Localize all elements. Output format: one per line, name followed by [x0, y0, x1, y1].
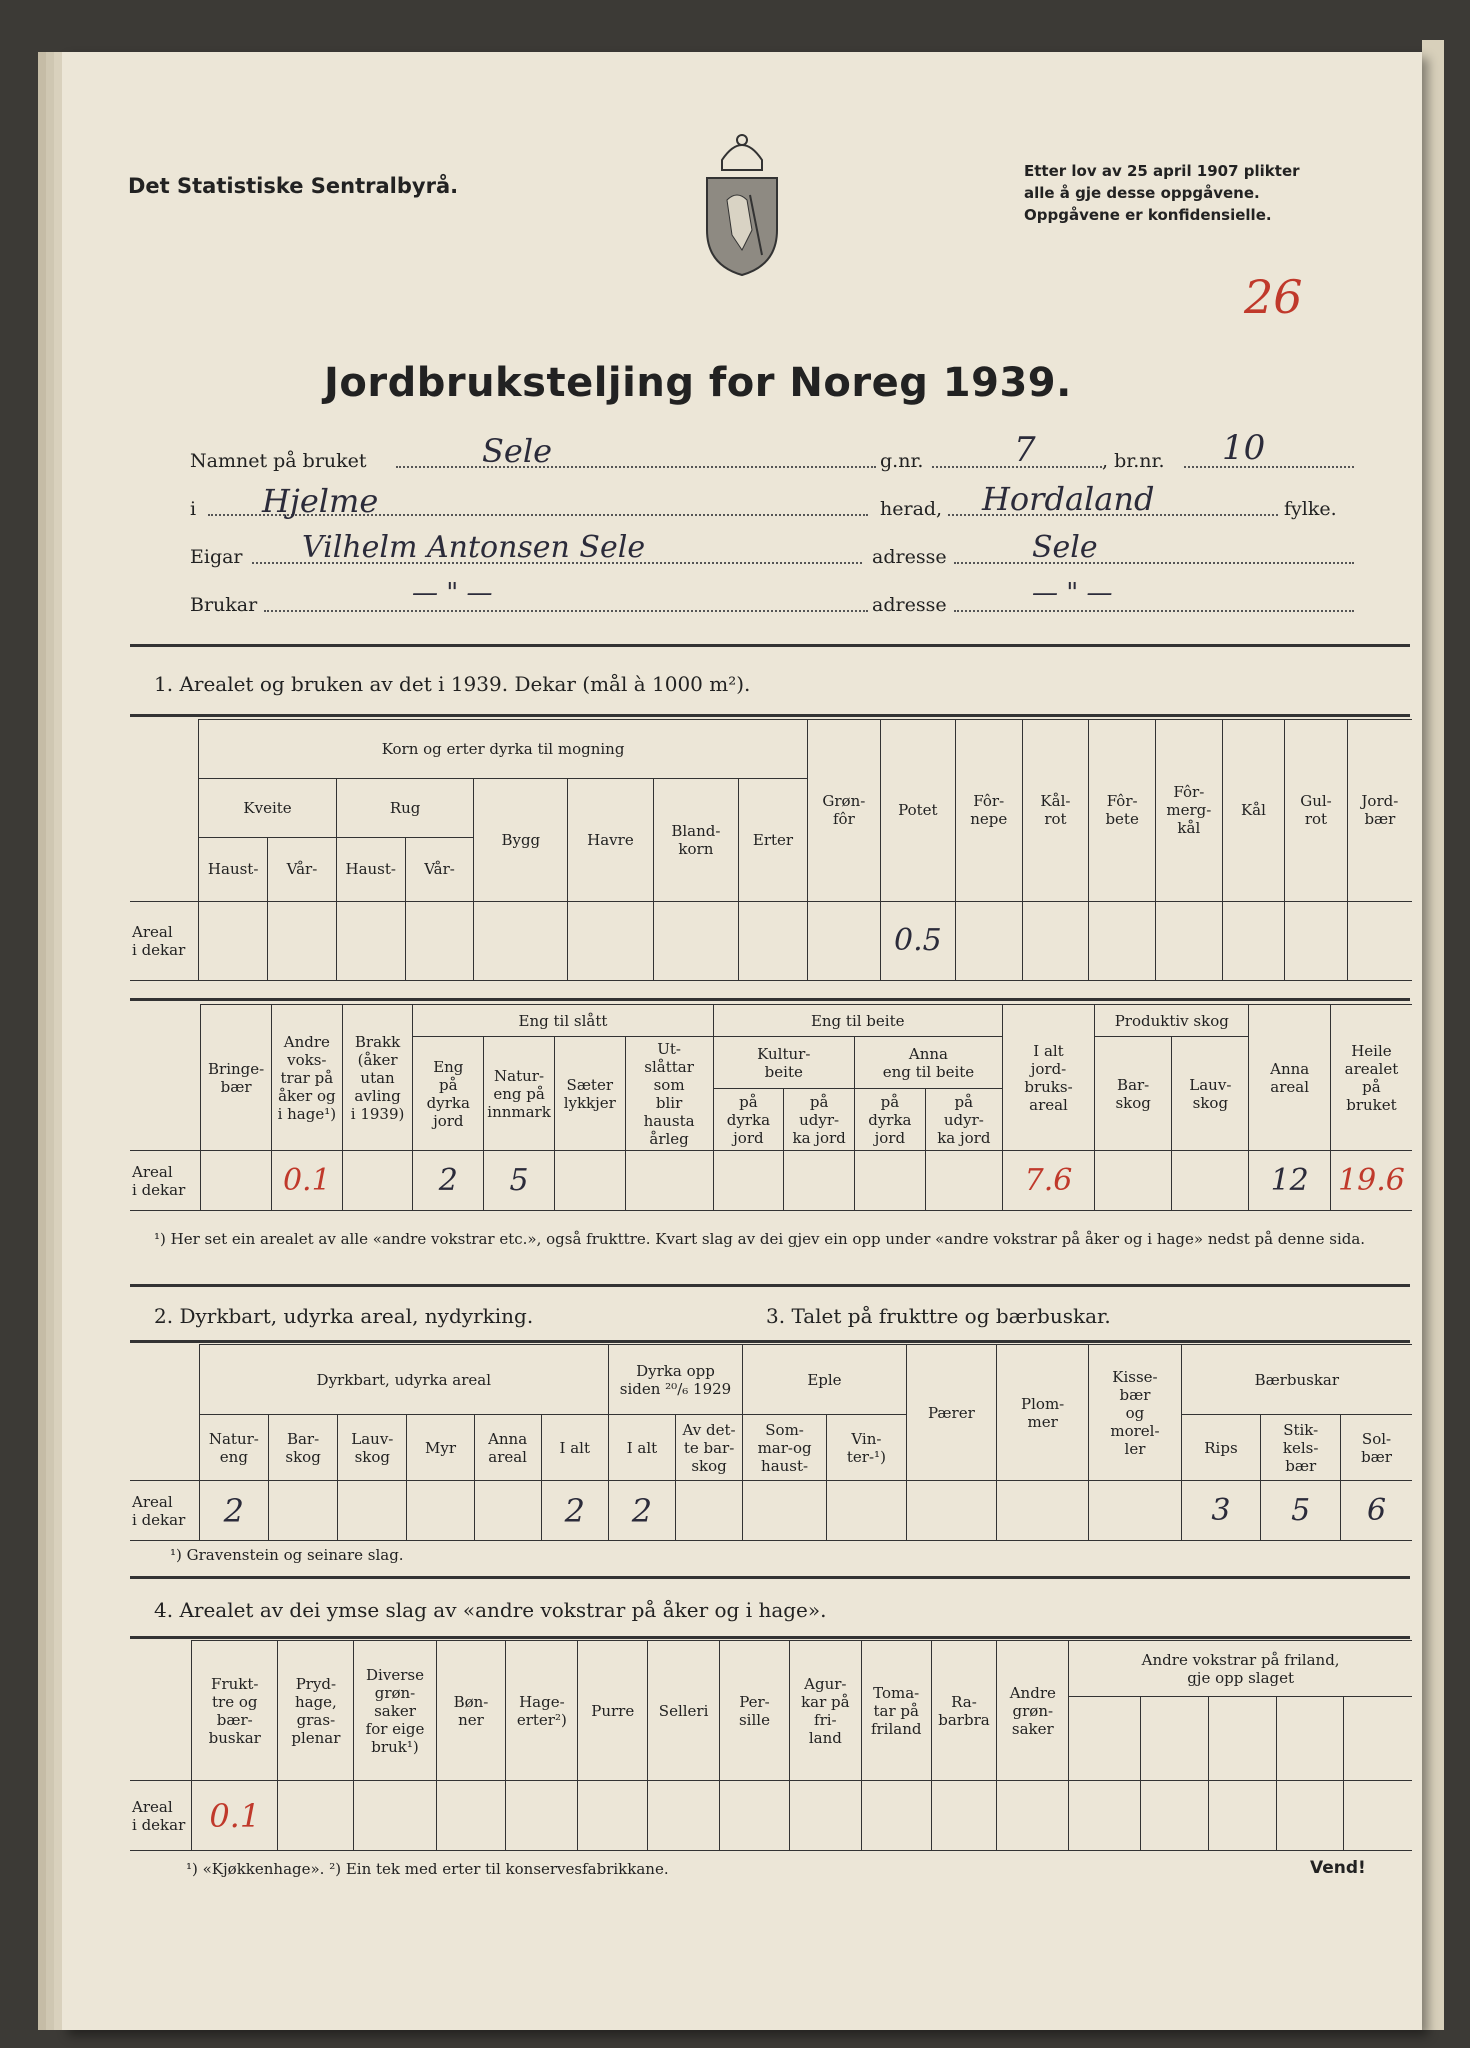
col-eng-dyrka: Eng på dyrka jord	[413, 1037, 484, 1151]
col-gulrot: Gul- rot	[1285, 720, 1348, 902]
col-blandkorn: Bland- korn	[653, 778, 738, 901]
gnr-label: g.nr.	[880, 450, 924, 472]
col-kalrot: Kål- rot	[1022, 720, 1089, 902]
publisher: Det Statistiske Sentralbyrå.	[128, 174, 459, 198]
eng-slatt-header: Eng til slått	[413, 1005, 713, 1037]
col-barskog: Bar- skog	[1095, 1037, 1172, 1151]
rug-header: Rug	[336, 778, 474, 837]
brnr-label: , br.nr.	[1102, 450, 1165, 472]
section3-heading: 3. Talet på frukttre og bærbuskar.	[766, 1304, 1111, 1328]
col-barskog: Bar- skog	[268, 1415, 337, 1481]
col-havre: Havre	[568, 778, 653, 901]
col-rips: Rips	[1181, 1415, 1261, 1481]
col-lauvskog: Lauv- skog	[1172, 1037, 1249, 1151]
natureng-value: 2	[199, 1481, 268, 1541]
col-myr: Myr	[407, 1415, 474, 1481]
owner-value: Vilhelm Antonsen Sele	[302, 530, 646, 565]
col-selleri: Selleri	[648, 1641, 720, 1781]
col-saeter: Sæter lykkjer	[554, 1037, 625, 1151]
col-brakk: Brakk (åker utan avling i 1939)	[342, 1005, 413, 1151]
col-natureng: Natur- eng	[199, 1415, 268, 1481]
dyrka-i-alt-value: 2	[608, 1481, 675, 1541]
col-bygg: Bygg	[474, 778, 568, 901]
brnr-value: 10	[1222, 428, 1266, 468]
col-prydhage: Pryd- hage, gras- plenar	[278, 1641, 354, 1781]
col-rabarbra: Ra- barbra	[931, 1641, 997, 1781]
kveite-var: Vår-	[268, 837, 337, 901]
baerbuskar-header: Bærbuskar	[1181, 1345, 1412, 1415]
corner-number: 26	[1244, 270, 1303, 324]
row-label: Areal i dekar	[130, 1781, 192, 1851]
col-purre: Purre	[578, 1641, 648, 1781]
col-andre-vokstrar: Andre voks- trar på åker og i hage¹)	[271, 1005, 342, 1151]
garden-crops-table	[130, 1640, 1412, 1851]
kveite-header: Kveite	[199, 778, 337, 837]
col-stikkelsbaer: Stik- kels- bær	[1261, 1415, 1341, 1481]
i-alt-value: 7.6	[1002, 1151, 1094, 1211]
col-bonner: Bøn- ner	[436, 1641, 506, 1781]
col-hageerter: Hage- erter²)	[506, 1641, 578, 1781]
col-paerer: Pærer	[906, 1345, 996, 1481]
farm-label: Namnet på bruket	[190, 450, 367, 472]
col-lauvskog: Lauv- skog	[338, 1415, 407, 1481]
form-sheet	[62, 52, 1422, 2030]
col-anna-areal: Anna areal	[474, 1415, 541, 1481]
eng-beite-header: Eng til beite	[713, 1005, 1002, 1037]
col-forbete: Fôr- bete	[1089, 720, 1156, 902]
col-tomatar: Toma- tar på friland	[861, 1641, 931, 1781]
col-kal: Kål	[1222, 720, 1285, 902]
col-formergkal: Fôr- merg- kål	[1155, 720, 1222, 902]
natureng-value: 5	[484, 1151, 555, 1211]
herad-label: herad,	[880, 498, 943, 520]
col-gronfor: Grøn- fôr	[807, 720, 880, 902]
col-dyrka-i-alt: I alt	[608, 1415, 675, 1481]
col-bringebaer: Bringe- bær	[201, 1005, 272, 1151]
col-persille: Per- sille	[720, 1641, 790, 1781]
potet-value: 0.5	[880, 901, 955, 980]
row-label: Areal i dekar	[130, 1481, 199, 1541]
col-heile-arealet: Heile arealet på bruket	[1330, 1005, 1412, 1151]
col-potet: Potet	[880, 720, 955, 902]
col-natureng: Natur- eng på innmark	[484, 1037, 555, 1151]
farm-name-value: Sele	[482, 432, 553, 470]
kveite-haust: Haust-	[199, 837, 268, 901]
andre-friland-header: Andre vokstrar på friland, gje opp slaget	[1069, 1641, 1412, 1697]
municipality-value: Hjelme	[262, 482, 379, 520]
eng-dyrka-value: 2	[413, 1151, 484, 1211]
owner-address-value: Sele	[1032, 530, 1098, 565]
page-title: Jordbruksteljing for Noreg 1939.	[324, 360, 1072, 406]
section1-footnote: ¹) Her set ein arealet av alle «andre vokstrar etc.», også frukttre. Kvart slag av dei gjev ein opp under «andre vokstrar på åker og i hage» nedst på denne sida.	[154, 1230, 1366, 1248]
owner-address-label: adresse	[872, 546, 947, 568]
col-erter: Erter	[739, 778, 808, 901]
col-anna-areal: Anna areal	[1249, 1005, 1330, 1151]
coat-of-arms-icon	[692, 130, 792, 280]
produktiv-skog-header: Produktiv skog	[1095, 1005, 1249, 1037]
user-address-label: adresse	[872, 594, 947, 616]
col-andre-gronsaker: Andre grøn- saker	[997, 1641, 1069, 1781]
row-label: Areal i dekar	[130, 1151, 201, 1211]
heile-arealet-value: 19.6	[1330, 1151, 1412, 1211]
crop-area-table	[130, 719, 1412, 981]
kultur-pa-dyrka: på dyrka jord	[713, 1089, 784, 1151]
user-label: Brukar	[190, 594, 258, 616]
anna-pa-dyrka: på dyrka jord	[855, 1089, 926, 1151]
col-agurkar: Agur- kar på fri- land	[789, 1641, 861, 1781]
col-frukttre: Frukt- tre og bær- buskar	[192, 1641, 278, 1781]
col-plommer: Plom- mer	[996, 1345, 1088, 1481]
col-utslattar: Ut- slåttar som blir hausta årleg	[625, 1037, 713, 1151]
section2-heading: 2. Dyrkbart, udyrka areal, nydyrking.	[154, 1304, 534, 1328]
col-eple-vinter: Vin- ter-¹)	[827, 1415, 907, 1481]
stikkelsbaer-value: 5	[1261, 1481, 1341, 1541]
col-i-alt: I alt jord- bruks- areal	[1002, 1005, 1094, 1151]
gnr-value: 7	[1014, 430, 1036, 470]
andre-vokstrar-value: 0.1	[271, 1151, 342, 1211]
user-value: — " —	[412, 578, 493, 608]
kultur-pa-udyrka: på udyr- ka jord	[784, 1089, 855, 1151]
user-address-value: — " —	[1032, 578, 1113, 608]
col-jordbaer: Jord- bær	[1347, 720, 1412, 902]
page-edge	[1422, 40, 1444, 2030]
col-kissebaer: Kisse- bær og morel- ler	[1089, 1345, 1181, 1481]
anna-areal-value: 12	[1249, 1151, 1330, 1211]
rug-haust: Haust-	[336, 837, 405, 901]
col-av-dette-barskog: Av det- te bar- skog	[675, 1415, 742, 1481]
county-value: Hordaland	[982, 480, 1155, 518]
eple-header: Eple	[743, 1345, 907, 1415]
kulturbeite-header: Kultur- beite	[713, 1037, 854, 1089]
col-fornepe: Fôr- nepe	[955, 720, 1022, 902]
section1-heading: 1. Arealet og bruken av det i 1939. Dekar (mål à 1000 m²).	[154, 672, 751, 696]
anna-pa-udyrka: på udyr- ka jord	[925, 1089, 1002, 1151]
section2-footnote: ¹) Gravenstein og seinare slag.	[170, 1546, 404, 1564]
vend-note: Vend!	[1310, 1858, 1366, 1878]
frukttre-value: 0.1	[192, 1781, 278, 1851]
section4-footnote: ¹) «Kjøkkenhage». ²) Ein tek med erter til konservesfabrikkane.	[186, 1860, 669, 1878]
section4-heading: 4. Arealet av dei ymse slag av «andre vokstrar på åker og i hage».	[154, 1598, 827, 1622]
dyrka-opp-header: Dyrka opp siden ²⁰/₆ 1929	[608, 1345, 742, 1415]
anna-eng-header: Anna eng til beite	[855, 1037, 1003, 1089]
i-alt-value: 2	[541, 1481, 608, 1541]
in-label: i	[190, 498, 197, 520]
cultivation-fruit-table	[130, 1344, 1412, 1541]
korn-header: Korn og erter dyrka til mogning	[199, 720, 808, 779]
rips-value: 3	[1181, 1481, 1261, 1541]
fylke-label: fylke.	[1284, 498, 1337, 520]
rug-var: Vår-	[405, 837, 474, 901]
col-solbaer: Sol- bær	[1341, 1415, 1412, 1481]
owner-label: Eigar	[190, 546, 243, 568]
col-eple-sommar: Som- mar-og haust-	[743, 1415, 827, 1481]
col-diverse: Diverse grøn- saker for eige bruk¹)	[354, 1641, 436, 1781]
legal-note: Etter lov av 25 april 1907 plikter alle å gje desse oppgåvene. Oppgåvene er konfidensielle.	[1024, 162, 1300, 224]
land-use-table	[130, 1004, 1412, 1211]
dyrkbart-header: Dyrkbart, udyrka areal	[199, 1345, 608, 1415]
col-i-alt: I alt	[541, 1415, 608, 1481]
row-label: Areal i dekar	[130, 901, 199, 980]
solbaer-value: 6	[1341, 1481, 1412, 1541]
